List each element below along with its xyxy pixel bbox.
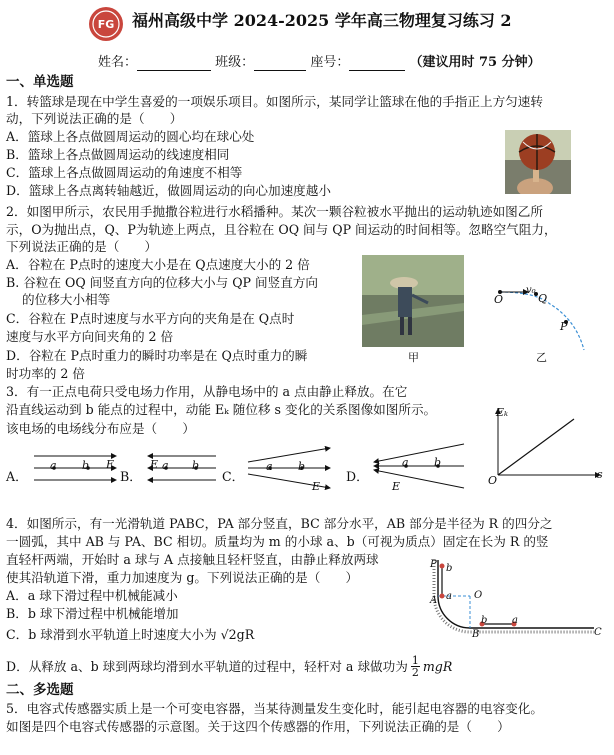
q4-line3: 直轻杆两端，开始时 a 球与 A 点接触且轻杆竖直，由静止释放两球 xyxy=(6,552,379,567)
q4-option-a[interactable]: A．a 球下滑过程中机械能减小 xyxy=(6,588,178,603)
q4-option-d[interactable] xyxy=(6,655,452,678)
basketball-photo xyxy=(505,130,571,194)
q1-option-c[interactable]: C．篮球上各点做圆周运动的角速度不相等 xyxy=(6,165,243,180)
fig-b-label-d: b xyxy=(434,456,442,469)
q3-line3: 该电场的电场线分布应是（ ） xyxy=(6,421,195,436)
fig-e-label-c: E xyxy=(312,480,321,493)
graph-o-label: O xyxy=(488,474,498,487)
q1-option-d[interactable]: D．篮球上各点离转轴越近，做圆周运动的向心加速度越小 xyxy=(6,183,331,198)
fig-a-label-4: a xyxy=(446,591,452,602)
q3-line2: 沿直线运动到 b 能点的过程中，动能 Eₖ 随位移 s 变化的关系图像如图所示。 xyxy=(6,402,437,417)
section-multiple-choice: 二、多选题 xyxy=(6,682,74,698)
q2-option-b[interactable]: B. 谷粒在 OQ 间竖直方向的位移大小与 QP 间竖直方向 xyxy=(6,275,319,290)
q3-option-d[interactable]: D． xyxy=(346,469,369,484)
fig-q-label: Q xyxy=(538,292,548,305)
farmer-photo xyxy=(362,255,464,347)
fig-p-label-4: P xyxy=(430,559,437,570)
graph-s-label: s xyxy=(597,468,603,481)
q3-line1: 3．有一正点电荷只受电场力作用，从静电场中的 a 点由静止释放。在它 xyxy=(6,384,408,399)
fig-b-label-b: b xyxy=(192,459,200,472)
q4-line1: 4．如图所示，有一光滑轨道 PABC，PA 部分竖直，BC 部分水平，AB 部分是半径为 R 的四分之 xyxy=(6,516,553,531)
fig-a-label-d: a xyxy=(402,456,409,469)
q2-line1: 2．如图甲所示，农民用手抛撒谷粒进行水稻播种。某次一颗谷粒被水平抛出的运动轨迹如图乙所 xyxy=(6,204,543,219)
q2-option-c[interactable]: C．谷粒在 P点时速度与水平方向的夹角是在 Q点时 xyxy=(6,311,295,326)
q3-option-a[interactable]: A． xyxy=(6,469,28,484)
fig-b-label-a: b xyxy=(82,459,90,472)
fig-c-point-label: C xyxy=(594,627,602,638)
fig-a-label-c: a xyxy=(266,460,273,473)
field-lines-d xyxy=(368,440,468,492)
fig-b-label-4: b xyxy=(446,563,453,574)
fig-v0-label: v₀ xyxy=(526,285,536,296)
fig-b2-label: b xyxy=(481,615,488,626)
q2-line3: 下列说法正确的是（ ） xyxy=(6,239,158,254)
q4-line2: 一圆弧，其中 AB 与 PA、BC 相切。质量均为 m 的小球 a、b（可视为质点）固定在长为 R 的竖 xyxy=(6,534,549,549)
time-note: （建议用时 75 分钟） xyxy=(409,55,541,70)
seat-label: 座号： xyxy=(310,55,350,70)
svg-text:FG: FG xyxy=(97,18,115,31)
q4-option-b[interactable]: B．b 球下滑过程中机械能增加 xyxy=(6,606,179,621)
fig-p-label: P xyxy=(560,320,568,333)
fig-a-point-label: A xyxy=(430,595,438,606)
page-title: 福州高级中学 2024-2025 学年高三物理复习练习 2 xyxy=(132,11,512,30)
q2-option-a[interactable]: A．谷粒在 P点时的速度大小是在 Q点速度大小的 2 倍 xyxy=(6,257,310,272)
fraction-half: $\frac{1}{2}$ xyxy=(411,654,419,679)
school-logo xyxy=(88,6,124,42)
seat-field[interactable] xyxy=(349,56,405,71)
graph-ek-label: Eₖ xyxy=(496,406,509,419)
fig-e-label-a: E xyxy=(106,458,115,471)
student-info-line xyxy=(98,54,541,71)
q4-option-c[interactable]: C．b 球滑到水平轨道上时速度大小为 √2gR xyxy=(6,627,255,642)
fig-e-label-d: E xyxy=(392,480,401,493)
fig-yi-label: 乙 xyxy=(536,351,547,364)
fig-a2-label: a xyxy=(512,615,518,626)
fig-o-label: O xyxy=(494,293,504,306)
fig-a-label-b: a xyxy=(162,459,169,472)
q2-option-b-cont: 的位移大小相等 xyxy=(22,292,111,307)
q2-line2: 示，O为抛出点，Q、P为轨迹上两点，且谷粒在 OQ 间与 QP 间运动的时间相等。忽略空气阻力， xyxy=(6,222,557,237)
q5-line1: 5．电容式传感器实质上是一个可变电容器，当某待测量发生变化时，能引起电容器的电容变化。 xyxy=(6,701,543,716)
fig-b-label-c: b xyxy=(298,460,306,473)
q4-option-d-text: D．从释放 a、b 球到两球均滑到水平轨道的过程中，轻杆对 a 球做功为 xyxy=(6,659,408,674)
class-field[interactable] xyxy=(254,56,306,71)
fig-a-label-a: a xyxy=(50,459,57,472)
q4-option-d-tail: mgR xyxy=(422,659,453,674)
name-field[interactable] xyxy=(137,56,211,71)
class-label: 班级： xyxy=(215,55,255,70)
q1-line1: 1．转篮球是现在中学生喜爱的一项娱乐项目。如图所示，某同学让篮球在他的手指正上方匀速转 xyxy=(6,94,543,109)
q1-option-b[interactable]: B．篮球上各点做圆周运动的线速度相同 xyxy=(6,147,230,162)
fig-b-point-label: B xyxy=(472,629,480,640)
q3-option-c[interactable]: C． xyxy=(222,469,245,484)
fig-o-label-4: O xyxy=(474,590,483,601)
q4-line4: 使其沿轨道下滑，重力加速度为 g。下列说法正确的是（ ） xyxy=(6,570,359,585)
name-label: 姓名： xyxy=(98,55,138,70)
q2-option-c-cont: 速度与水平方向间夹角的 2 倍 xyxy=(6,329,174,344)
fig-jia-label: 甲 xyxy=(408,351,419,364)
q2-option-d[interactable]: D．谷粒在 P点时重力的瞬时功率是在 Q点时重力的瞬 xyxy=(6,348,308,363)
q3-option-b[interactable]: B． xyxy=(120,469,142,484)
q1-line2: 动，下列说法正确的是（ ） xyxy=(6,111,183,126)
q2-option-d-cont: 时功率的 2 倍 xyxy=(6,366,85,381)
section-single-choice: 一、单选题 xyxy=(6,74,74,90)
field-lines-c xyxy=(244,444,336,492)
fig-e-label-b: E xyxy=(150,458,159,471)
q1-option-a[interactable]: A．篮球上各点做圆周运动的圆心均在球心处 xyxy=(6,129,255,144)
q5-line2: 如图是四个电容式传感器的示意图。关于这四个传感器的作用，下列说法正确的是（ ） xyxy=(6,719,510,734)
